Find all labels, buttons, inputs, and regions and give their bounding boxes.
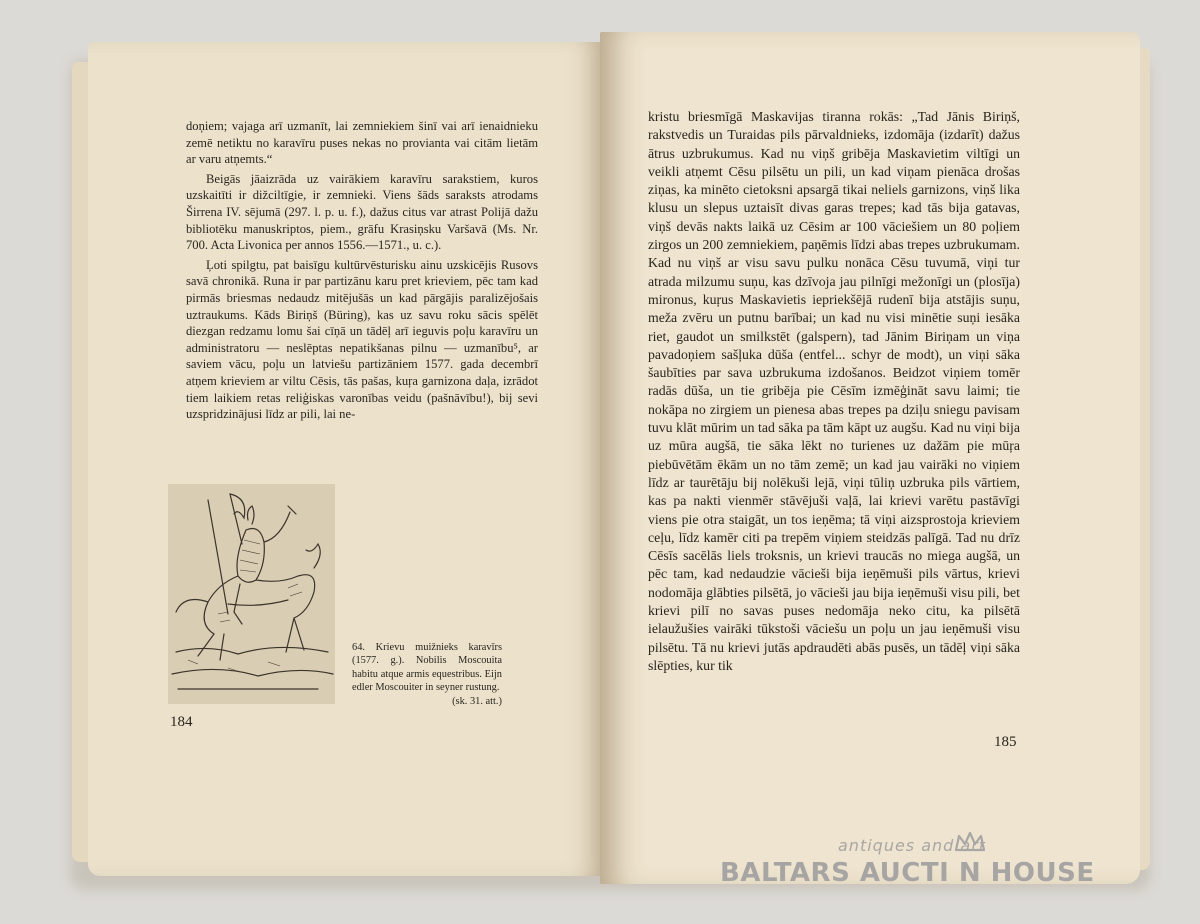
horseman-engraving-icon — [168, 484, 335, 704]
right-page-text — [648, 108, 1020, 675]
auction-watermark — [720, 836, 1120, 896]
paragraph: kristu briesmīgā Maskavijas tiranna rokās: „Tad Jānis Biriņš, rakstvedis un Turaidas pils pārvaldnieks, izdomāja (izdarīt) dažus ātrus uzbrukumus. Kad nu viņš gribēja Maskavietim viltīgi un veikli atņemt Cēsu pilsētu un pili, un kad viņam pienāca drošas ziņas, ka minēto cietoksni apsargā tikai neliels garnizons, viņš lika klusu un slepus uztaisīt divas garas trepes; kad tās bija gatavas, viņš devās nakts laikā uz Cēsim ar 100 vāciešiem un 80 poļiem zirgos un 200 zemniekiem, paņēmis līdzi abas trepes uzbrukumam. Kad nu viņš ar visu savu pulku nonāca Cēsu tuvumā, viņi tur atrada milzumu suņu, kas dzīvoja jau pilnīgi mežonīgi un (plosīja) mironus, kuŗus Maskavietis iepriekšējā rudenī bija atstājis suņu, meža zvēru un putnu barībai; un kad nu visi minētie suņi iesāka riet, gaudot un smilkstēt (galspern), tad Jānim Biriņam un viņa pavadoņiem sašļuka dūša (entfel... schyr de modt), un viņi sāka šaubīties par sava uzbrukuma izdošanos. Beidzot viņiem tomēr radās dūša, un tie gribēja pie Cēsīm izmēģināt savu laimi; tie nokāpa no zirgiem un pienesa abas trepes pa dziļu sniegu pavisam tuvu klāt mūrim un tad sāka pa tām kāpt uz augšu. Kad nu viņi bija uz mūra augšā, tie sāka lēkt no turienes uz dažām pie mūŗa piebūvētām ēkām un no tām zemē; un kad jau vairāki no viņiem līdz ar taurētāju bij nolēkuši lejā, viņi tūliņ uzbruka pils vārtiem, kas pa nakti vienmēr stāvējuši vaļā, lai krievi varētu pastāvīgi viens pie otra staigāt, un tos ieņēma; tā viņi aizsprostoja krieviem ceļu, līdz kamēr citi pa trepēm viņiem steidzās palīgā. Tad nu drīz Cēsīs sacēlās liels troksnis, un krievi traucās no miega augšā, un pēc tam, kad nedaudzie vācieši bija ieņēmuši pils vārtus, krievi nodomāja glābties pilsētā, jo vācieši jau bija ieņēmuši visu pili, bet krievi pilī no savas puses nedomāja neko citu, ka pilsētā ielaužušies vairāki tūkstoši vāciešu un poļu un jau ieņēmuši visu pilsētu. Tā nu krievi jutās apdraudēti abās pusēs, un tādēļ viņi sāka slēpties, kur tik — [648, 109, 1020, 673]
paragraph: doņiem; vajaga arī uzmanīt, lai zemniekiem šinī vai arī ienaidnieku zemē netiktu no karavīru puses nekas no provianta vai citām lietām ar varu atņemts.“ — [186, 119, 538, 167]
crown-icon — [953, 830, 987, 854]
watermark-name: BALTARS AUCTI N HOUSE — [720, 858, 1095, 888]
right-page-number: 185 — [994, 734, 1017, 750]
horseman-illustration — [168, 484, 335, 704]
paragraph: Beigās jāaizrāda uz vairākiem karavīru sarakstiem, kuros uzskaitīti ir dižciltīgie, ir zemnieki. Viens šāds saraksts atrodams Širrena IV. sējumā (297. l. p. u. f.), dažus citus var atrast Polijā dažu bibliotēku manuskriptos, piem., grāfu Krasiņsku Varšavā (Ms. Nr. 700. Acta Livonica per annos 1556.—1571., u. c.). — [186, 171, 538, 253]
left-page-number: 184 — [170, 714, 193, 730]
figure-caption — [352, 641, 502, 708]
caption-reference: (sk. 31. att.) — [452, 695, 502, 707]
watermark-tagline: antiques and art — [838, 836, 987, 855]
caption-text: 64. Krievu muižnieks karavīrs (1577. g.). Nobilis Moscouita habitu atque armis equestribus. Eijn edler Moscouiter in seyner rustung. — [352, 642, 502, 694]
paragraph: Ļoti spilgtu, pat baisīgu kultūrvēsturisku ainu uzskicējis Rusovs savā chronikā. Runa ir par partizānu karu pret krieviem, pēc tam kad pirmās briesmas nedaudz mitējušās un kad pārgājis paralizējošais uztraukums. Kāds Biriņš (Büring), kas uz savu roku sācis spēlēt diezgan redzamu lomu šai cīņā un tādēļ arī ieguvis poļu karavīru un administratoru — neslēptas nepatikšanas pilnu — uzmanību⁵, ar saviem vācu, poļu un latviešu partizāniem 1577. gada decembrī atņem krieviem ar viltu Cēsis, tās pašas, kuŗa garnizona daļa, izrādot tiem laikiem retas reliģiskas varonības veidu (pašnāvību!), bij sevi uzspridzinājusi līdz ar pili, lai ne- — [186, 257, 538, 422]
left-page-text — [186, 118, 538, 423]
